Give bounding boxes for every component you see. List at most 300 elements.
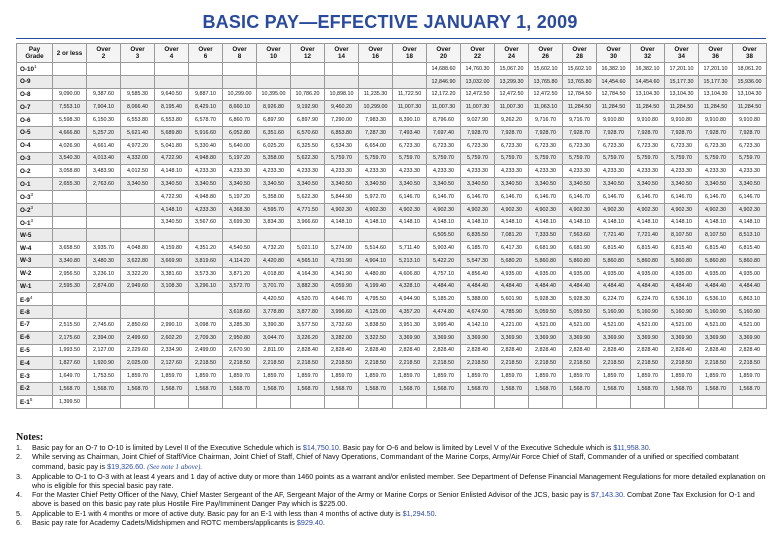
pay-cell: 4,565.10	[291, 254, 325, 267]
pay-cell: 8,107.50	[665, 229, 699, 242]
pay-cell: 3,322.50	[359, 331, 393, 344]
pay-cell: 11,063.10	[529, 101, 563, 114]
pay-cell: 4,484.40	[733, 280, 767, 293]
pay-cell: 4,199.40	[359, 280, 393, 293]
pay-cell: 4,233.30	[461, 165, 495, 178]
pay-cell: 3,951.30	[393, 318, 427, 331]
pay-cell: 14,688.60	[427, 63, 461, 76]
pay-cell: 1,859.70	[393, 370, 427, 383]
pay-cell: 2,670.90	[223, 344, 257, 357]
pay-cell	[87, 293, 121, 306]
pay-cell: 6,863.10	[733, 293, 767, 306]
pay-cell: 4,757.10	[427, 267, 461, 280]
pay-cell: 9,387.60	[87, 88, 121, 101]
table-row	[17, 254, 767, 267]
pay-grade-label: O-3	[20, 154, 31, 162]
pay-cell: 6,815.40	[597, 242, 631, 255]
pay-cell: 5,358.00	[257, 152, 291, 165]
pay-cell: 2,515.50	[53, 318, 87, 331]
pay-cell: 15,067.20	[495, 63, 529, 76]
pay-cell: 9,910.80	[631, 114, 665, 127]
pay-cell	[87, 395, 121, 408]
column-header-line1: Over	[538, 46, 553, 53]
pay-cell: 3,340.50	[665, 178, 699, 191]
pay-cell: 1,859.70	[121, 370, 155, 383]
pay-cell	[359, 75, 393, 88]
pay-cell: 8,429.10	[189, 101, 223, 114]
pay-cell: 12,472.50	[461, 88, 495, 101]
pay-cell: 4,674.90	[461, 306, 495, 319]
pay-grade-label: O-1	[20, 220, 31, 227]
pay-cell: 4,484.40	[529, 280, 563, 293]
table-row	[17, 126, 767, 139]
pay-cell: 6,835.50	[461, 229, 495, 242]
pay-cell: 3,573.30	[189, 267, 223, 280]
pay-cell: 4,521.00	[631, 318, 665, 331]
pay-cell: 9,640.50	[155, 88, 189, 101]
pay-cell: 6,224.70	[597, 293, 631, 306]
pay-cell: 4,902.30	[529, 203, 563, 216]
pay-cell: 6,815.40	[733, 242, 767, 255]
pay-cell: 5,928.30	[529, 293, 563, 306]
pay-cell	[461, 395, 495, 408]
pay-cell: 2,950.80	[223, 331, 257, 344]
pay-cell: 1,859.70	[563, 370, 597, 383]
pay-cell: 3,669.90	[155, 254, 189, 267]
pay-cell: 3,369.90	[529, 331, 563, 344]
pay-grade-cell	[17, 178, 53, 191]
note-text-segment: .	[143, 461, 148, 471]
table-row	[17, 152, 767, 165]
pay-cell: 4,233.30	[223, 165, 257, 178]
pay-cell: 5,160.90	[665, 306, 699, 319]
pay-grade-cell	[17, 357, 53, 370]
pay-cell: 11,284.50	[699, 101, 733, 114]
pay-cell: 7,287.30	[359, 126, 393, 139]
pay-cell: 3,340.50	[291, 178, 325, 191]
note-text-segment: While serving as Chairman, Joint Chief of Staff/Vice Chairman, Joint Chief of Staff, Chief of Navy Operations, Commandant of the Marine Corps, Army/Air Force Chief of Staff, Commander of a unified or specified combatant command, basic pay is	[32, 452, 739, 471]
table-row	[17, 267, 767, 280]
pay-cell: 4,731.90	[325, 254, 359, 267]
column-header-line1: Over	[436, 46, 451, 53]
pay-cell: 3,108.30	[155, 280, 189, 293]
pay-cell: 4,771.50	[291, 203, 325, 216]
pay-cell: 1,859.70	[733, 370, 767, 383]
pay-cell: 2,828.40	[393, 344, 427, 357]
pay-cell: 2,828.40	[359, 344, 393, 357]
pay-cell: 7,333.50	[529, 229, 563, 242]
pay-cell: 2,828.40	[699, 344, 733, 357]
pay-cell	[121, 190, 155, 203]
pay-grade-cell	[17, 331, 53, 344]
column-header-line2: 32	[643, 53, 651, 60]
pay-cell: 3,340.50	[461, 178, 495, 191]
pay-cell: 12,784.50	[563, 88, 597, 101]
pay-grade-cell	[17, 75, 53, 88]
note-number: 2.	[16, 452, 22, 462]
note-text	[32, 509, 766, 518]
pay-cell: 5,860.80	[529, 254, 563, 267]
pay-grade-cell	[17, 152, 53, 165]
pay-cell: 5,759.70	[529, 152, 563, 165]
pay-cell: 3,699.30	[223, 216, 257, 229]
pay-cell: 6,146.70	[393, 190, 427, 203]
pay-cell: 2,218.50	[495, 357, 529, 370]
pay-cell: 4,935.00	[631, 267, 665, 280]
pay-cell	[121, 293, 155, 306]
pay-cell: 11,007.30	[495, 101, 529, 114]
pay-cell: 3,882.30	[291, 280, 325, 293]
pay-cell: 3,340.50	[631, 178, 665, 191]
pay-cell: 2,218.50	[291, 357, 325, 370]
pay-cell: 3,577.50	[291, 318, 325, 331]
column-header	[495, 44, 529, 63]
pay-grade-label: O-4	[20, 142, 31, 150]
pay-grade-label: O-2	[20, 167, 31, 175]
pay-cell: 1,568.70	[121, 382, 155, 395]
pay-cell: 6,534.30	[325, 139, 359, 152]
pay-cell: 1,568.70	[495, 382, 529, 395]
pay-cell	[427, 395, 461, 408]
pay-cell: 3,340.50	[189, 178, 223, 191]
pay-cell: 2,218.50	[597, 357, 631, 370]
pay-cell: 4,233.30	[529, 165, 563, 178]
pay-cell: 15,602.10	[563, 63, 597, 76]
pay-cell: 3,483.90	[87, 165, 121, 178]
page-title: BASIC PAY—EFFECTIVE JANUARY 1, 2009	[202, 12, 578, 32]
note-item	[16, 452, 766, 471]
pay-grade-cell	[17, 370, 53, 383]
pay-cell: 5,213.10	[393, 254, 427, 267]
pay-cell: 1,859.70	[597, 370, 631, 383]
pay-grade-label: E-6	[20, 334, 30, 342]
pay-cell: 4,935.00	[495, 267, 529, 280]
column-header-line2: 24	[507, 53, 515, 60]
pay-cell	[87, 229, 121, 242]
pay-cell	[87, 203, 121, 216]
pay-cell: 6,351.60	[257, 126, 291, 139]
pay-grade-cell	[17, 267, 53, 280]
pay-grade-cell	[17, 203, 53, 216]
note-text-segment: .	[322, 517, 325, 527]
pay-cell: 4,902.30	[461, 203, 495, 216]
pay-cell: 6,815.40	[631, 242, 665, 255]
column-header-line2: 3	[135, 53, 140, 60]
pay-cell: 6,578.70	[189, 114, 223, 127]
pay-cell: 6,723.30	[461, 139, 495, 152]
pay-cell: 7,928.70	[631, 126, 665, 139]
pay-cell: 3,540.30	[53, 152, 87, 165]
pay-cell: 1,859.70	[665, 370, 699, 383]
pay-cell	[155, 306, 189, 319]
pay-cell: 1,568.70	[529, 382, 563, 395]
pay-cell: 1,568.70	[291, 382, 325, 395]
pay-cell: 7,928.70	[597, 126, 631, 139]
column-header	[325, 44, 359, 63]
pay-cell: 5,759.70	[733, 152, 767, 165]
footnote-marker: 5	[29, 397, 33, 403]
pay-cell: 2,218.50	[393, 357, 427, 370]
pay-cell: 3,369.90	[665, 331, 699, 344]
pay-cell: 4,221.00	[495, 318, 529, 331]
pay-cell: 6,553.80	[121, 114, 155, 127]
table-row	[17, 101, 767, 114]
pay-cell: 4,233.30	[359, 165, 393, 178]
pay-cell: 5,860.80	[733, 254, 767, 267]
pay-cell: 3,340.50	[393, 178, 427, 191]
pay-cell: 5,916.60	[189, 126, 223, 139]
pay-cell: 6,897.90	[257, 114, 291, 127]
pay-grade-cell	[17, 63, 53, 76]
pay-cell: 5,680.20	[495, 254, 529, 267]
table-row	[17, 318, 767, 331]
pay-cell: 4,341.90	[325, 267, 359, 280]
pay-cell: 6,146.70	[699, 190, 733, 203]
note-item	[16, 490, 766, 508]
pay-cell: 3,340.50	[733, 178, 767, 191]
column-header-line2: 10	[269, 53, 277, 60]
pay-cell: 2,218.50	[427, 357, 461, 370]
pay-cell: 4,935.00	[563, 267, 597, 280]
notes-list	[16, 443, 766, 527]
pay-cell: 2,334.90	[155, 344, 189, 357]
pay-cell: 4,856.40	[461, 267, 495, 280]
pay-cell: 12,846.90	[427, 75, 461, 88]
pay-cell: 2,218.50	[461, 357, 495, 370]
pay-cell: 3,340.50	[427, 178, 461, 191]
pay-cell: 2,990.10	[155, 318, 189, 331]
pay-cell: 3,340.50	[563, 178, 597, 191]
pay-cell: 3,381.60	[155, 267, 189, 280]
pay-cell: 1,568.70	[257, 382, 291, 395]
pay-cell: 4,935.00	[699, 267, 733, 280]
pay-cell	[393, 229, 427, 242]
pay-cell: 13,765.80	[563, 75, 597, 88]
pay-cell: 3,838.50	[359, 318, 393, 331]
pay-cell	[155, 75, 189, 88]
pay-cell: 4,148.10	[733, 216, 767, 229]
pay-cell	[53, 229, 87, 242]
pay-cell	[393, 395, 427, 408]
pay-cell: 2,218.50	[631, 357, 665, 370]
pay-cell: 6,505.50	[427, 229, 461, 242]
pay-cell: 6,536.10	[699, 293, 733, 306]
pay-grade-cell	[17, 254, 53, 267]
pay-cell: 7,928.70	[733, 126, 767, 139]
pay-cell: 3,340.50	[155, 178, 189, 191]
pay-cell: 10,898.10	[325, 88, 359, 101]
column-header-line2: 2	[101, 53, 106, 60]
pay-cell: 3,340.80	[53, 254, 87, 267]
pay-cell: 1,568.70	[189, 382, 223, 395]
pay-cell: 1,920.90	[87, 357, 121, 370]
pay-cell	[223, 293, 257, 306]
column-header	[597, 44, 631, 63]
pay-cell	[291, 75, 325, 88]
pay-cell	[121, 203, 155, 216]
note-text-segment: . Combat Zone Tax Exclusion for O-1 and above is based on this basic pay rate plus Hostile Fire Pay/Imminent Danger Pay which is $225.00.	[32, 490, 755, 509]
pay-cell: 5,041.80	[155, 139, 189, 152]
pay-cell: 2,394.00	[87, 331, 121, 344]
pay-cell	[53, 293, 87, 306]
column-header	[189, 44, 223, 63]
pay-cell: 4,521.00	[529, 318, 563, 331]
pay-cell	[189, 75, 223, 88]
pay-cell: 7,553.10	[53, 101, 87, 114]
pay-cell: 4,521.00	[597, 318, 631, 331]
pay-cell: 7,563.60	[563, 229, 597, 242]
pay-cell: 1,568.70	[597, 382, 631, 395]
pay-cell: 4,902.30	[359, 203, 393, 216]
pay-grade-cell	[17, 88, 53, 101]
column-header-line1: Over	[674, 46, 689, 53]
column-header-line1: Over	[470, 46, 485, 53]
pay-cell: 4,902.30	[597, 203, 631, 216]
pay-cell: 4,902.30	[427, 203, 461, 216]
column-header-line2: 18	[405, 53, 413, 60]
pay-cell: 4,148.10	[393, 216, 427, 229]
pay-cell: 7,697.40	[427, 126, 461, 139]
pay-cell: 3,480.30	[87, 254, 121, 267]
column-header-line1: Over	[232, 46, 247, 53]
pay-cell: 10,299.00	[223, 88, 257, 101]
pay-cell: 12,172.20	[427, 88, 461, 101]
pay-cell: 4,480.80	[359, 267, 393, 280]
column-header-line1: Over	[130, 46, 145, 53]
note-text	[32, 518, 766, 527]
note-number: 3.	[16, 471, 22, 481]
note-amount: $7,143.30	[591, 490, 623, 500]
pay-cell: 3,995.40	[427, 318, 461, 331]
pay-cell: 2,218.50	[563, 357, 597, 370]
pay-cell: 5,689.80	[155, 126, 189, 139]
pay-cell: 3,369.90	[597, 331, 631, 344]
pay-cell: 3,369.90	[563, 331, 597, 344]
pay-grade-cell	[17, 190, 53, 203]
pay-cell: 6,723.30	[597, 139, 631, 152]
pay-cell: 2,127.60	[155, 357, 189, 370]
pay-grade-label: E-1	[20, 399, 30, 407]
note-item	[16, 509, 766, 518]
pay-cell: 1,859.70	[189, 370, 223, 383]
pay-cell	[121, 216, 155, 229]
pay-cell	[121, 63, 155, 76]
pay-cell: 4,722.90	[155, 152, 189, 165]
pay-cell: 5,160.90	[631, 306, 665, 319]
note-text-segment: . Basic pay for O-6 and below is limited by Level V of the Executive Schedule which is	[338, 443, 614, 453]
pay-grade-cell	[17, 229, 53, 242]
pay-cell: 4,521.00	[665, 318, 699, 331]
pay-cell	[563, 395, 597, 408]
pay-cell	[87, 306, 121, 319]
pay-cell: 1,859.70	[427, 370, 461, 383]
pay-cell: 4,026.90	[53, 139, 87, 152]
pay-cell: 2,218.50	[733, 357, 767, 370]
pay-cell: 17,201.10	[699, 63, 733, 76]
pay-cell	[87, 75, 121, 88]
pay-cell: 6,723.30	[393, 139, 427, 152]
column-header-line1: Over	[572, 46, 587, 53]
pay-cell: 5,358.00	[257, 190, 291, 203]
pay-cell	[325, 75, 359, 88]
pay-cell: 3,340.50	[495, 178, 529, 191]
pay-grade-label: O-2	[20, 207, 31, 215]
pay-cell	[325, 229, 359, 242]
pay-cell	[223, 395, 257, 408]
column-header	[427, 44, 461, 63]
pay-cell: 4,351.20	[189, 242, 223, 255]
column-header-line2: 14	[337, 53, 345, 60]
column-header-line1: Over	[640, 46, 655, 53]
note-amount: $14,750.10	[302, 443, 339, 453]
pay-cell: 14,454.60	[597, 75, 631, 88]
pay-cell	[325, 63, 359, 76]
column-header	[155, 44, 189, 63]
notes-section	[16, 433, 766, 527]
pay-grade-label: O-7	[20, 103, 31, 111]
pay-cell: 5,844.90	[325, 190, 359, 203]
pay-cell: 4,902.30	[699, 203, 733, 216]
column-header-line1: Over	[402, 46, 417, 53]
pay-cell: 4,233.30	[699, 165, 733, 178]
pay-cell: 3,871.20	[223, 267, 257, 280]
pay-cell: 4,159.80	[155, 242, 189, 255]
note-text-segment: For the Master Chief Petty Officer of the Navy, Chief Master Sergeant of the AF, Sergeant Major of the Army or Marine Corps or Senior Enlisted Advisor of the JCS, basic pay is	[32, 490, 592, 500]
pay-cell: 4,902.30	[325, 203, 359, 216]
pay-cell: 4,233.30	[325, 165, 359, 178]
pay-cell: 1,859.70	[325, 370, 359, 383]
pay-cell: 4,606.80	[393, 267, 427, 280]
column-header-line1: Over	[266, 46, 281, 53]
pay-cell: 3,996.60	[325, 306, 359, 319]
column-header	[291, 44, 325, 63]
pay-cell: 3,340.50	[257, 178, 291, 191]
pay-cell: 6,536.10	[665, 293, 699, 306]
pay-cell: 3,369.90	[461, 331, 495, 344]
note-number: 4.	[16, 490, 22, 500]
pay-cell: 8,066.40	[121, 101, 155, 114]
note-text-segment: Basic pay for an O-7 to O-10 is limited by Level II of the Executive Schedule which is	[32, 443, 303, 453]
pay-cell: 4,595.70	[257, 203, 291, 216]
pay-grade-cell	[17, 242, 53, 255]
table-row	[17, 242, 767, 255]
pay-cell	[87, 63, 121, 76]
table-row	[17, 190, 767, 203]
pay-cell: 4,148.10	[495, 216, 529, 229]
pay-grade-label: O-5	[20, 129, 31, 137]
note-text-segment: .	[648, 443, 651, 453]
pay-cell	[53, 216, 87, 229]
table-row	[17, 331, 767, 344]
column-header	[223, 44, 257, 63]
pay-cell: 10,395.00	[257, 88, 291, 101]
pay-cell: 15,177.30	[665, 75, 699, 88]
pay-cell	[223, 63, 257, 76]
pay-grade-label: E-3	[20, 372, 30, 380]
pay-cell: 4,935.00	[597, 267, 631, 280]
pay-cell: 6,146.70	[665, 190, 699, 203]
pay-cell: 13,104.30	[665, 88, 699, 101]
pay-cell: 9,910.80	[699, 114, 733, 127]
pay-cell: 4,520.70	[291, 293, 325, 306]
pay-cell: 3,618.60	[223, 306, 257, 319]
pay-cell: 13,032.00	[461, 75, 495, 88]
pay-cell: 4,484.40	[665, 280, 699, 293]
pay-grade-cell	[17, 139, 53, 152]
column-header-line2: 38	[745, 53, 753, 60]
pay-cell: 16,382.10	[631, 63, 665, 76]
pay-cell: 6,681.90	[529, 242, 563, 255]
